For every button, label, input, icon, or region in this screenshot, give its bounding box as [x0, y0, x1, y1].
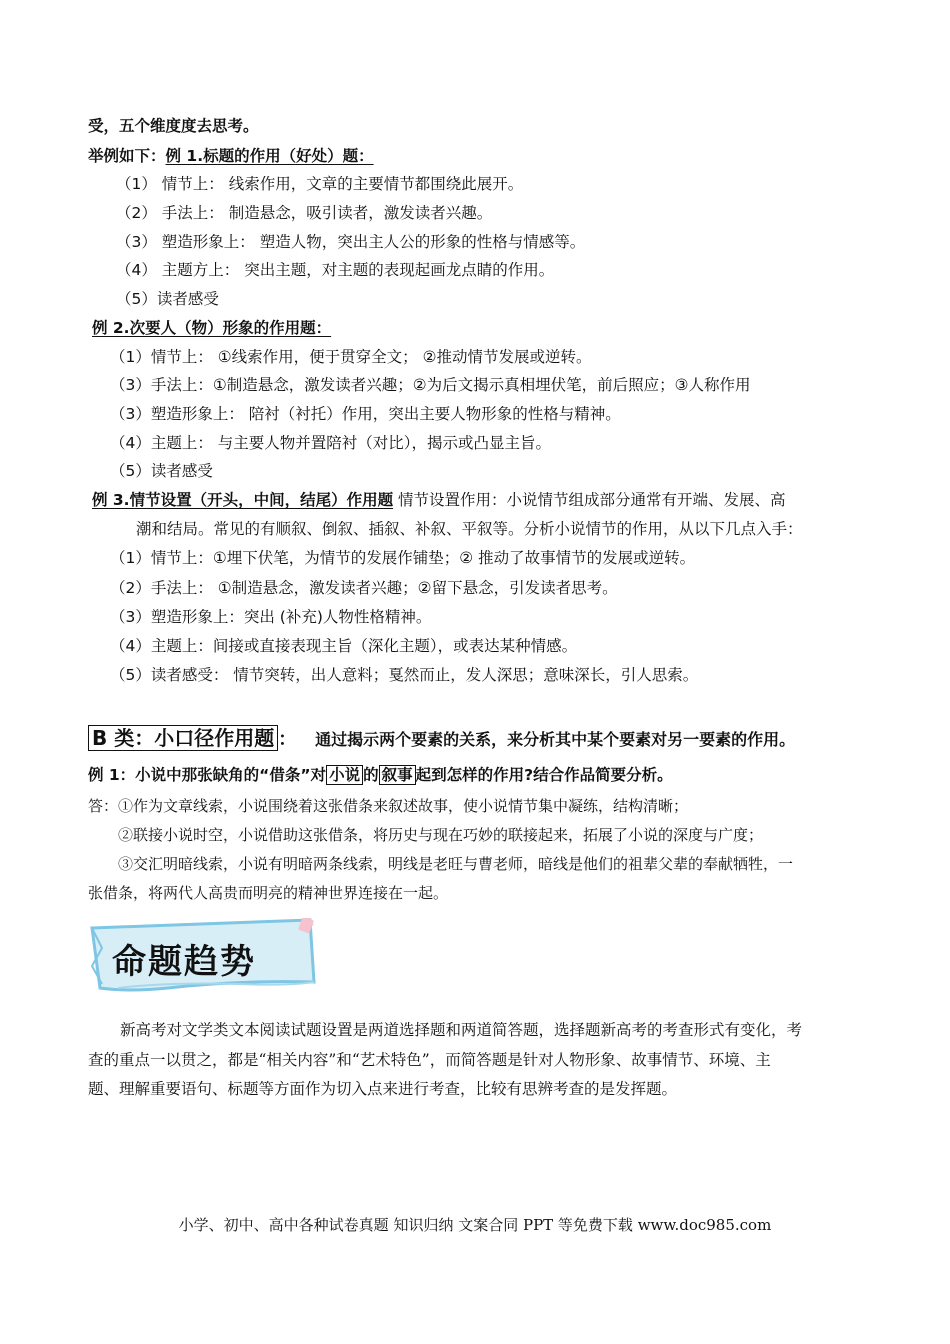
example-3-item-5: （5）读者感受： 情节突转，出人意料；戛然而止，发人深思；意味深长，引人思索。 [110, 666, 699, 684]
question-part-c: 起到怎样的作用?结合作品简要分析。 [415, 766, 673, 784]
page-footer: 小学、初中、高中各种试卷真题 知识归纳 文案合同 PPT 等免费下载 www.doc985.com [178, 1216, 772, 1234]
example-1-title: 例 1.标题的作用（好处）题： [165, 147, 374, 165]
example-3-item-4: （4）主题上：间接或直接表现主旨（深化主题），或表达某种情感。 [110, 637, 578, 655]
example-3-intro-2: 潮和结局。常见的有顺叙、倒叙、插叙、补叙、平叙等。分析小说情节的作用，从以下几点入手： [136, 520, 803, 538]
banner-title: 命题趋势 [112, 942, 256, 982]
example-prefix: 举例如下： [88, 147, 166, 165]
example-3-title: 例 3.情节设置（开头，中间，结尾）作用题 [92, 491, 394, 509]
example-3-item-2: （2）手法上： ①制造悬念，激发读者兴趣；②留下悬念，引发读者思考。 [110, 579, 618, 597]
answer-line-2: ②联接小说时空，小说借助这张借条，将历史与现在巧妙的联接起来，拓展了小说的深度与广度； [118, 826, 764, 844]
section-b-description: 通过揭示两个要素的关系，来分析其中某个要素对另一要素的作用。 [315, 730, 796, 749]
trend-line-2: 查的重点一以贯之，都是“相关内容”和“艺术特色”，而简答题是针对人物形象、故事情节、环境、主 [88, 1051, 771, 1069]
trend-line-3: 题、理解重要语句、标题等方面作为切入点来进行考查，比较有思辨考查的是发挥题。 [88, 1080, 678, 1098]
section-b-heading-row [88, 726, 795, 752]
example-1-item-4: （4） 主题方上： 突出主题，对主题的表现起画龙点睛的作用。 [116, 261, 555, 279]
example-3-intro-1: 情节设置作用：小说情节组成部分通常有开端、发展、高 [393, 491, 786, 509]
example-2-item-2: （3）手法上：①制造悬念，激发读者兴趣；②为后文揭示真相埋伏笔，前后照应；③人称作用 [110, 376, 751, 394]
example-2-item-3: （3）塑造形象上： 陪衬（衬托）作用，突出主要人物形象的性格与精神。 [110, 405, 621, 423]
section-b-question [88, 764, 673, 786]
example-1-item-1: （1） 情节上： 线索作用，文章的主要情节都围绕此展开。 [116, 175, 524, 193]
example-1-item-3: （3） 塑造形象上： 塑造人物，突出主人公的形象的性格与情感等。 [116, 233, 586, 251]
question-boxed-narrative: 叙事 [379, 765, 416, 785]
example-1-item-2: （2） 手法上： 制造悬念，吸引读者，激发读者兴趣。 [116, 204, 493, 222]
answer-line-1: 答：①作为文章线索，小说围绕着这张借条来叙述故事，使小说情节集中凝练，结构清晰； [88, 797, 689, 815]
trend-banner [88, 918, 318, 996]
example-1-heading [88, 146, 374, 166]
trend-line-1: 新高考对文学类文本阅读试题设置是两道选择题和两道简答题，选择题新高考的考查形式有变化，考 [120, 1021, 803, 1039]
answer-line-4: 张借条，将两代人高贵而明亮的精神世界连接在一起。 [88, 884, 449, 902]
question-part-b: 的 [363, 766, 379, 784]
continuation-text: 受，五个维度度去思考。 [88, 117, 259, 135]
section-b-colon: ： [278, 729, 297, 750]
question-part-a: 例 1：小说中那张缺角的“借条”对 [88, 766, 327, 784]
question-boxed-novel: 小说 [326, 765, 363, 785]
example-3-item-3: （3）塑造形象上：突出 (补充)人物性格精神。 [110, 608, 432, 626]
example-3-heading [92, 490, 786, 510]
example-2-item-1: （1）情节上： ①线索作用，便于贯穿全文； ②推动情节发展或逆转。 [110, 348, 592, 366]
example-2-item-4: （4）主题上： 与主要人物并置陪衬（对比），揭示或凸显主旨。 [110, 434, 552, 452]
answer-line-3: ③交汇明暗线索，小说有明暗两条线索，明线是老旺与曹老师，暗线是他们的祖辈父辈的奉献牺牲，一 [118, 855, 794, 873]
example-1-item-5: （5）读者感受 [116, 290, 219, 308]
section-b-heading: B 类：小口径作用题 [88, 725, 278, 751]
example-3-item-1: （1）情节上：①埋下伏笔，为情节的发展作铺垫；② 推动了故事情节的发展或逆转。 [110, 549, 696, 567]
example-2-title: 例 2.次要人（物）形象的作用题： [92, 319, 332, 337]
example-2-item-5: （5）读者感受 [110, 462, 213, 480]
